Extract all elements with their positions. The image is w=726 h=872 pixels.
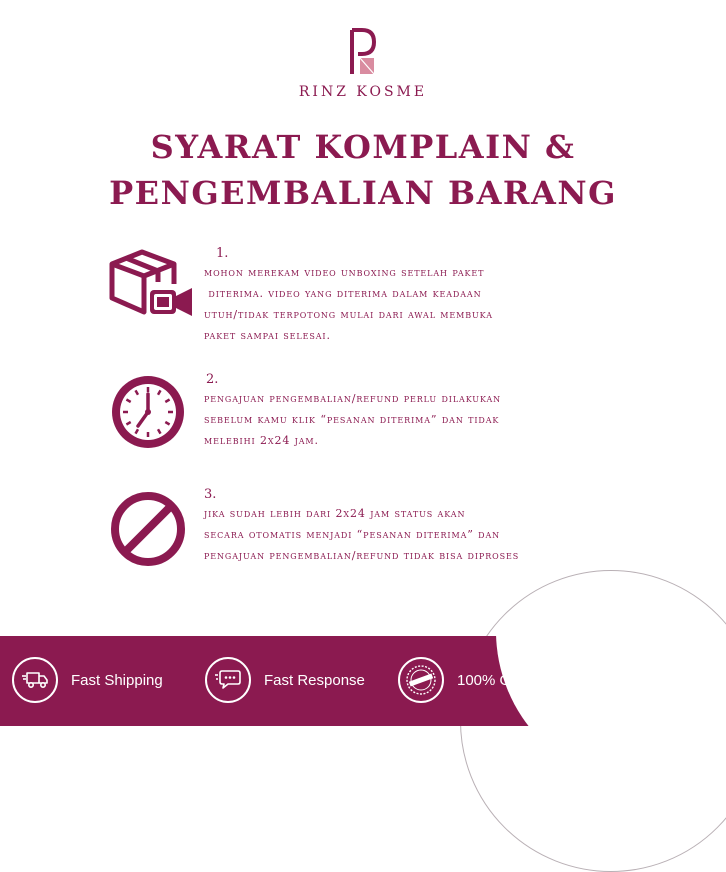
- chat-bubble-icon: [214, 668, 242, 692]
- rule-text: [204, 388, 501, 451]
- title-line-1: SYARAT KOMPLAIN &: [150, 128, 576, 166]
- original-stamp-icon: [404, 663, 438, 697]
- rule-line: utuh/tidak terpotong mulai dari awal membuka: [204, 308, 493, 321]
- feature-label: 100% Original: [457, 671, 552, 689]
- feature-label: Fast Response: [264, 671, 365, 689]
- footer-bar: [0, 636, 726, 726]
- feature-icon-ring: [205, 657, 251, 703]
- rule-line: mohon merekam video unboxing setelah paket: [204, 266, 485, 279]
- feature-icon-ring: [12, 657, 58, 703]
- title-line-2: PENGEMBALIAN BARANG: [109, 174, 617, 212]
- brand-logo: [0, 28, 726, 100]
- rule-line: pengajuan pengembalian/refund perlu dilakukan: [204, 392, 502, 405]
- package-video-camera-icon: [104, 244, 200, 324]
- rule-number: 2.: [206, 372, 219, 387]
- rule-line: melebihi 2x24 jam.: [204, 434, 319, 447]
- rule-text: [204, 503, 519, 566]
- rule-line: secara otomatis menjadi “pesanan diterima” dan: [204, 528, 501, 541]
- feature-icon-ring: [398, 657, 444, 703]
- page-title: [0, 124, 726, 216]
- rk-monogram-icon: [348, 28, 378, 76]
- rule-line: pengajuan pengembalian/refund tidak bisa diproses: [204, 549, 520, 562]
- rule-line: sebelum kamu klik “pesanan diterima” dan tidak: [204, 413, 500, 426]
- rule-line: diterima. video yang diterima dalam keadaan: [204, 287, 482, 300]
- brand-name: RINZ KOSME: [298, 84, 428, 100]
- rule-number: 3.: [204, 487, 217, 502]
- clock-icon: [108, 372, 188, 452]
- feature-label: Fast Shipping: [71, 671, 163, 689]
- feature-fast-shipping: [12, 656, 163, 704]
- feature-original: [398, 656, 551, 704]
- prohibited-icon: [108, 489, 188, 569]
- rule-line: paket sampai selesai.: [204, 329, 331, 342]
- rule-line: jika sudah lebih dari 2x24 jam status akan: [204, 507, 466, 520]
- feature-fast-response: [205, 656, 365, 704]
- rule-number: 1.: [216, 246, 229, 261]
- delivery-truck-icon: [21, 670, 49, 690]
- rule-text: [204, 262, 493, 346]
